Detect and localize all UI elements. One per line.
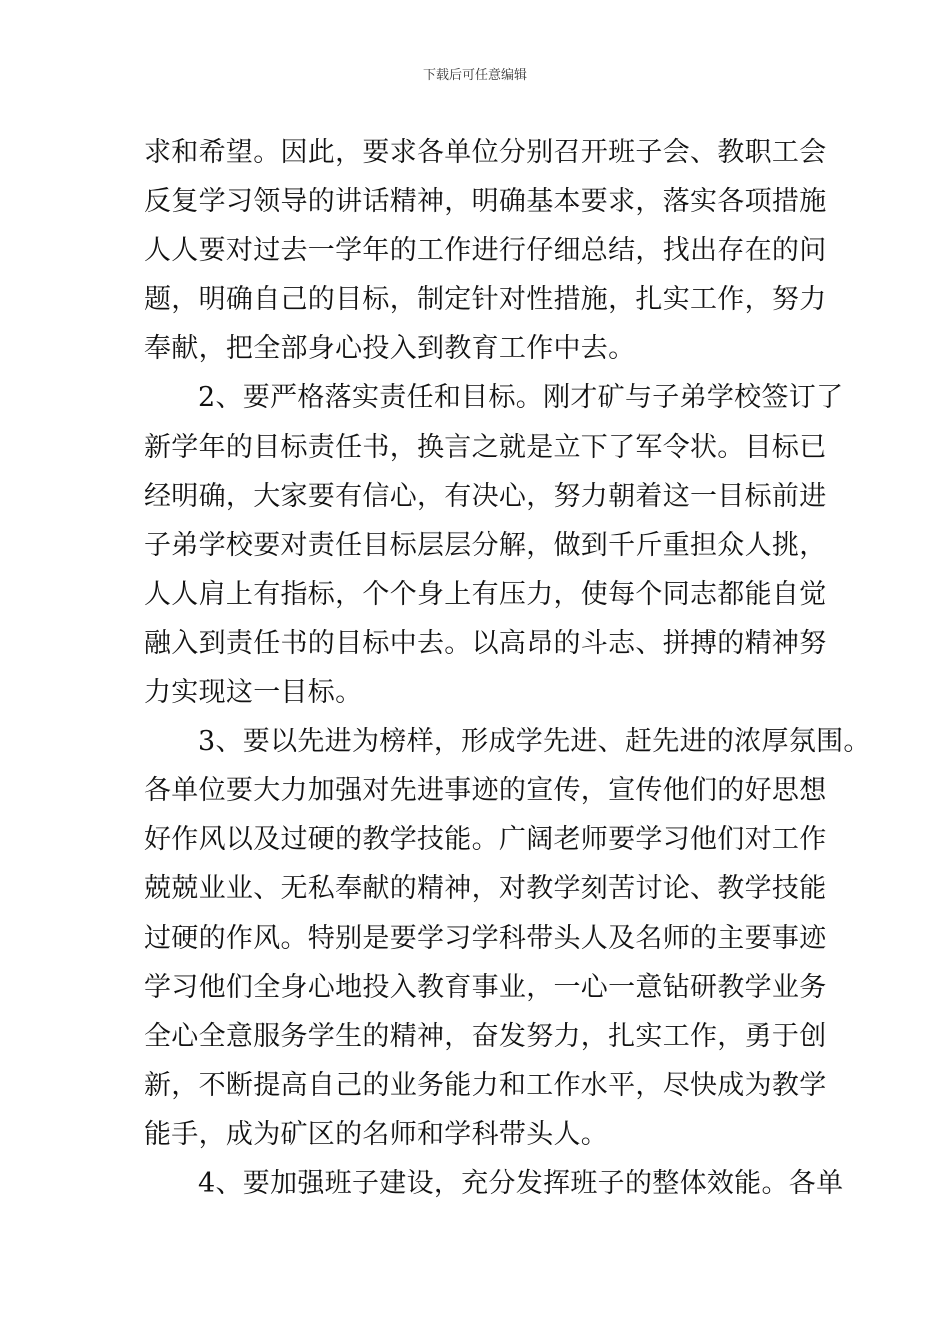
- text-line: 好作风以及过硬的教学技能。广阔老师要学习他们对工作: [144, 824, 827, 856]
- paragraph-start-line: 4、要加强班子建设，充分发挥班子的整体效能。各单: [198, 1167, 844, 1199]
- text-line: 求和希望。因此，要求各单位分别召开班子会、教职工会: [144, 137, 827, 168]
- text-line: 各单位要大力加强对先进事迹的宣传，宣传他们的好思想: [144, 775, 827, 807]
- text-line: 子弟学校要对责任目标层层分解，做到千斤重担众人挑，: [144, 529, 827, 561]
- text-line: 新学年的目标责任书，换言之就是立下了军令状。目标已: [144, 431, 827, 463]
- text-line: 经明确，大家要有信心，有决心，努力朝着这一目标前进: [144, 480, 827, 512]
- text-line: 新，不断提高自己的业务能力和工作水平，尽快成为教学: [144, 1069, 827, 1101]
- text-line: 学习他们全身心地投入教育事业，一心一意钻研教学业务: [144, 971, 827, 1003]
- text-line: 人人要对过去一学年的工作进行仔细总结，找出存在的问: [144, 235, 827, 267]
- text-line: 人人肩上有指标，个个身上有压力，使每个同志都能自觉: [144, 578, 827, 610]
- text-line: 反复学习领导的讲话精神，明确基本要求，落实各项措施: [144, 186, 827, 218]
- text-line: 融入到责任书的目标中去。以高昂的斗志、拼搏的精神努: [144, 627, 827, 659]
- document-body: [144, 128, 871, 1208]
- text-line: 能手，成为矿区的名师和学科带头人。: [144, 1118, 609, 1150]
- page-header: 下载后可任意编辑: [422, 68, 527, 83]
- paragraph-start-line: 2、要严格落实责任和目标。刚才矿与子弟学校签订了: [198, 382, 844, 414]
- text-line: 过硬的作风。特别是要学习学科带头人及名师的主要事迹: [144, 922, 827, 954]
- text-line: 题，明确自己的目标，制定针对性措施，扎实工作，努力: [144, 284, 827, 316]
- text-line: 奉献，把全部身心投入到教育工作中去。: [144, 333, 636, 365]
- paragraph-start-line: 3、要以先进为榜样，形成学先进、赶先进的浓厚氛围。: [198, 726, 871, 758]
- text-line: 兢兢业业、无私奉献的精神，对教学刻苦讨论、教学技能: [144, 873, 827, 905]
- text-line: 全心全意服务学生的精神，奋发努力，扎实工作，勇于创: [144, 1020, 827, 1052]
- text-line: 力实现这一目标。: [144, 677, 363, 709]
